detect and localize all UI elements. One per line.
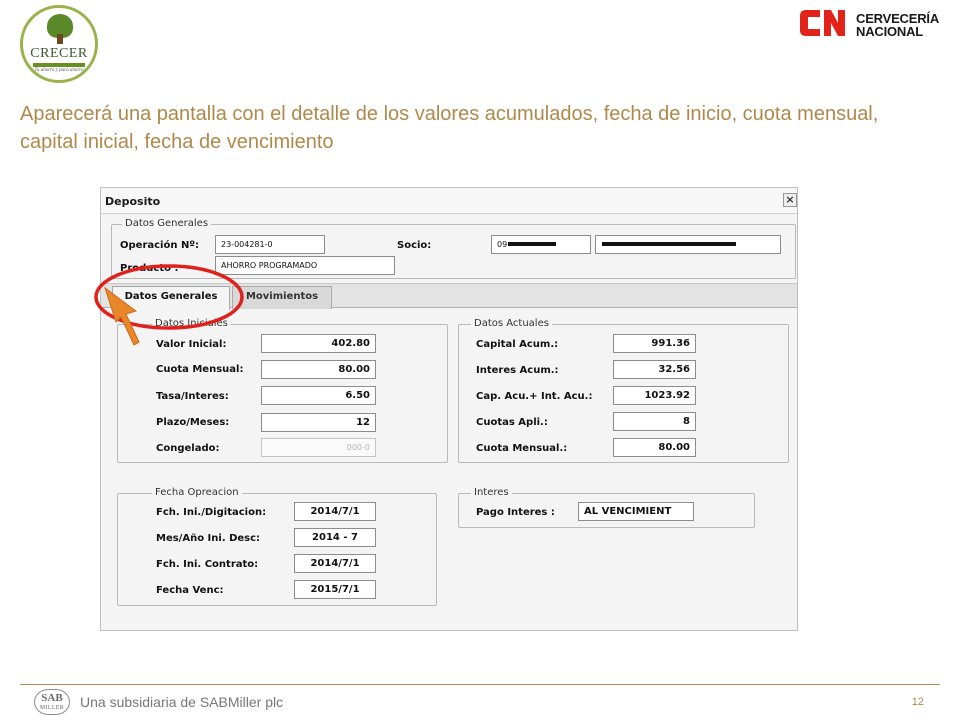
- socio-name-field[interactable]: [595, 235, 781, 254]
- cuota-mensual-actual-label: Cuota Mensual.:: [476, 443, 568, 454]
- operacion-field[interactable]: 23-004281-0: [215, 235, 325, 254]
- fecha-venc-label: Fecha Venc:: [156, 585, 224, 596]
- annotation-overlay: [90, 262, 250, 362]
- valor-inicial-label: Valor Inicial:: [156, 339, 227, 350]
- datos-iniciales-legend: Datos Iniciales: [152, 318, 231, 329]
- interes-acum-label: Interes Acum.:: [476, 365, 559, 376]
- window-title: Deposito: [105, 195, 161, 208]
- operacion-label: Operación Nº:: [120, 240, 199, 251]
- window-titlebar: [101, 188, 797, 214]
- sabmiller-logo: [34, 689, 70, 715]
- socio-code-field[interactable]: [491, 235, 591, 254]
- capital-acum-label: Capital Acum.:: [476, 339, 559, 350]
- deposito-window: [100, 187, 798, 631]
- tab-datos-generales[interactable]: Datos Generales: [112, 286, 230, 310]
- producto-field[interactable]: AHORRO PROGRAMADO: [215, 256, 395, 275]
- capital-acum-field[interactable]: 991.36: [613, 334, 696, 353]
- cuota-mensual-label: Cuota Mensual:: [156, 364, 244, 375]
- plazo-meses-label: Plazo/Meses:: [156, 417, 230, 428]
- redaction-bar: [508, 242, 556, 246]
- cerveceria-nacional-logo: [798, 6, 948, 42]
- mes-ano-ini-field[interactable]: 2014 - 7: [294, 528, 376, 547]
- tasa-interes-field[interactable]: 6.50: [261, 386, 376, 405]
- page-number: 12: [911, 696, 924, 708]
- slide-headline: Aparecerá una pantalla con el detalle de los valores acumulados, fecha de inicio, cuota mensual, capital inicial, fecha de vencimiento: [20, 103, 879, 153]
- tree-trunk: [57, 34, 63, 44]
- redaction-bar: [602, 242, 736, 246]
- plazo-meses-field[interactable]: 12: [261, 413, 376, 432]
- socio-label: Socio:: [397, 240, 432, 251]
- cap-int-acu-field[interactable]: 1023.92: [613, 386, 696, 405]
- cn-logo-line1: CERVECERÍA: [856, 11, 940, 26]
- close-icon[interactable]: ×: [783, 193, 797, 207]
- cn-logo-mark: [798, 6, 848, 40]
- crecer-logo-text: CRECER: [30, 46, 88, 61]
- cuota-mensual-field[interactable]: 80.00: [261, 360, 376, 379]
- tab-movimientos[interactable]: Movimientos: [232, 286, 332, 309]
- tasa-interes-label: Tasa/Interes:: [156, 391, 229, 402]
- datos-actuales-legend: Datos Actuales: [471, 318, 552, 329]
- crecer-logo-band: [33, 63, 85, 67]
- mes-ano-ini-label: Mes/Año Ini. Desc:: [156, 533, 261, 544]
- cn-logo-line2: NACIONAL: [856, 24, 924, 39]
- crecer-logo: [20, 5, 98, 83]
- sab-logo-line2: MILLER: [39, 705, 65, 711]
- cuota-mensual-actual-field[interactable]: 80.00: [613, 438, 696, 457]
- pago-interes-label: Pago Interes :: [476, 507, 555, 518]
- congelado-label: Congelado:: [156, 443, 220, 454]
- fecha-venc-field[interactable]: 2015/7/1: [294, 580, 376, 599]
- datos-generales-legend: Datos Generales: [122, 218, 211, 229]
- pago-interes-field[interactable]: AL VENCIMIENT: [578, 502, 694, 521]
- sab-logo-line1: SAB: [41, 692, 63, 704]
- fch-ini-contrato-label: Fch. Ini. Contrato:: [156, 559, 259, 570]
- footer-divider: [20, 684, 940, 685]
- footer-subsidiary-text: Una subsidiaria de SABMiller plc: [80, 694, 284, 710]
- cuotas-apli-field[interactable]: 8: [613, 412, 696, 431]
- fecha-operacion-legend: Fecha Opreacion: [152, 487, 242, 498]
- congelado-field[interactable]: 000-0: [261, 438, 376, 457]
- fch-ini-digitacion-field[interactable]: 2014/7/1: [294, 502, 376, 521]
- cap-int-acu-label: Cap. Acu.+ Int. Acu.:: [476, 391, 593, 402]
- fch-ini-contrato-field[interactable]: 2014/7/1: [294, 554, 376, 573]
- cuotas-apli-label: Cuotas Apli.:: [476, 417, 548, 428]
- interes-legend: Interes: [471, 487, 512, 498]
- interes-acum-field[interactable]: 32.56: [613, 360, 696, 379]
- socio-code-value: 09: [497, 240, 508, 249]
- valor-inicial-field[interactable]: 402.80: [261, 334, 376, 353]
- crecer-logo-tagline: Tu ahorro y para ahorro: [34, 68, 84, 73]
- cn-logo-text: [856, 12, 939, 38]
- fch-ini-digitacion-label: Fch. Ini./Digitacion:: [156, 507, 267, 518]
- producto-label: Producto :: [120, 263, 179, 274]
